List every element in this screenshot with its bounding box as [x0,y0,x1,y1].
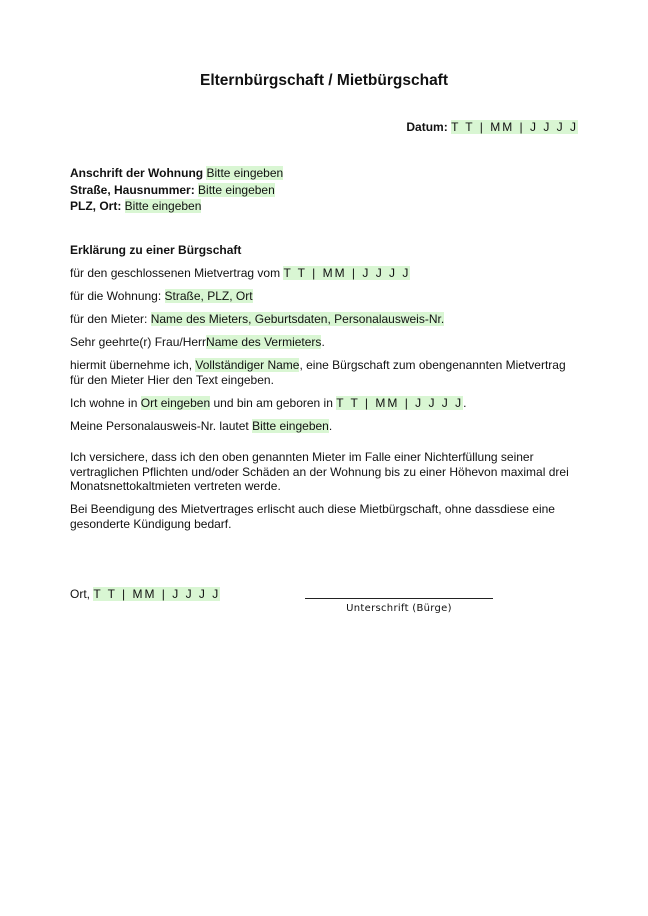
mieter-line [70,312,580,327]
greeting-line [70,335,580,350]
wohne-end: . [463,395,467,410]
address-plz-field[interactable]: Bitte eingeben [124,199,202,213]
versicherung-paragraph: Ich versichere, dass ich den oben genannten Mieter im Falle einer Nichterfüllung seiner vertraglichen Pflichten und/oder Schäden an der Wohnung bis zu einer Höhevon maximal drei Monatsnettokaltmieten vertreten werde. [70,450,569,493]
mietvertrag-text: für den geschlossenen Mietvertrag vom [70,266,281,280]
mieter-text: für den Mieter: [70,312,148,326]
address-plz-label: PLZ, Ort: [70,199,122,213]
ausweis-line [70,419,580,434]
wohne-pre: Ich wohne in [70,395,138,410]
signature-line[interactable] [305,598,493,599]
wohnung-field[interactable]: Straße, PLZ, Ort [164,289,253,303]
mietvertrag-date-field[interactable]: T T | MM | J J J J [283,266,411,280]
uebernahme-paragraph [70,358,580,387]
address-strasse-row [70,182,283,199]
wohnort-field[interactable]: Ort eingeben [140,395,211,410]
signature-caption: Unterschrift (Bürge) [346,603,452,614]
signature-date-field[interactable]: T T | MM | J J J J [93,587,221,601]
date-field[interactable]: T T | MM | J J J J [451,120,578,134]
ausweis-end: . [328,418,333,433]
wohnort-line [70,396,580,411]
declaration-heading: Erklärung zu einer Bürgschaft [70,243,242,257]
uebernahme-post: , eine Bürgschaft zum obengenannten Mietvertrag für den Mieter Hier den Text eingeben. [70,358,566,387]
address-plz-row [70,198,283,215]
mietvertrag-line [70,266,580,281]
document-title: Elternbürgschaft / Mietbürgschaft [199,72,449,89]
uebernahme-pre: hiermit übernehme ich, [70,358,193,372]
address-wohnung-field[interactable]: Bitte eingeben [206,166,284,180]
vermieter-field[interactable]: Name des Vermieters [206,335,322,349]
wohne-mid: und bin am geboren in [213,395,333,410]
date-label: Datum: [406,120,448,134]
greeting-text: Sehr geehrte(r) Frau/Herr [70,335,207,349]
ausweis-field[interactable]: Bitte eingeben [252,418,329,433]
address-wohnung-label: Anschrift der Wohnung [70,166,204,180]
address-block [70,165,283,215]
wohnung-line [70,289,580,304]
address-wohnung-row [70,165,283,182]
address-strasse-field[interactable]: Bitte eingeben [198,182,275,197]
wohnung-text: für die Wohnung: [70,289,162,303]
beendigung-paragraph: Bei Beendigung des Mietvertrages erlischt auch diese Mietbürgschaft, ohne dassdiese eine gesonderte Kündigung bedarf. [70,502,555,531]
mieter-field[interactable]: Name des Mieters, Geburtsdaten, Personalausweis-Nr. [150,312,445,326]
address-strasse-label: Straße, Hausnummer: [70,182,195,197]
signature-ort-label: Ort, [70,587,90,601]
declaration-block [70,243,580,540]
geburtsdatum-field[interactable]: T T | MM | J J J J [336,395,464,410]
signature-place-row [70,587,220,601]
buerge-name-field[interactable]: Vollständiger Name [195,358,300,372]
date-row [406,120,578,134]
greeting-end: . [321,335,325,349]
ausweis-pre: Meine Personalausweis-Nr. lautet [70,418,249,433]
